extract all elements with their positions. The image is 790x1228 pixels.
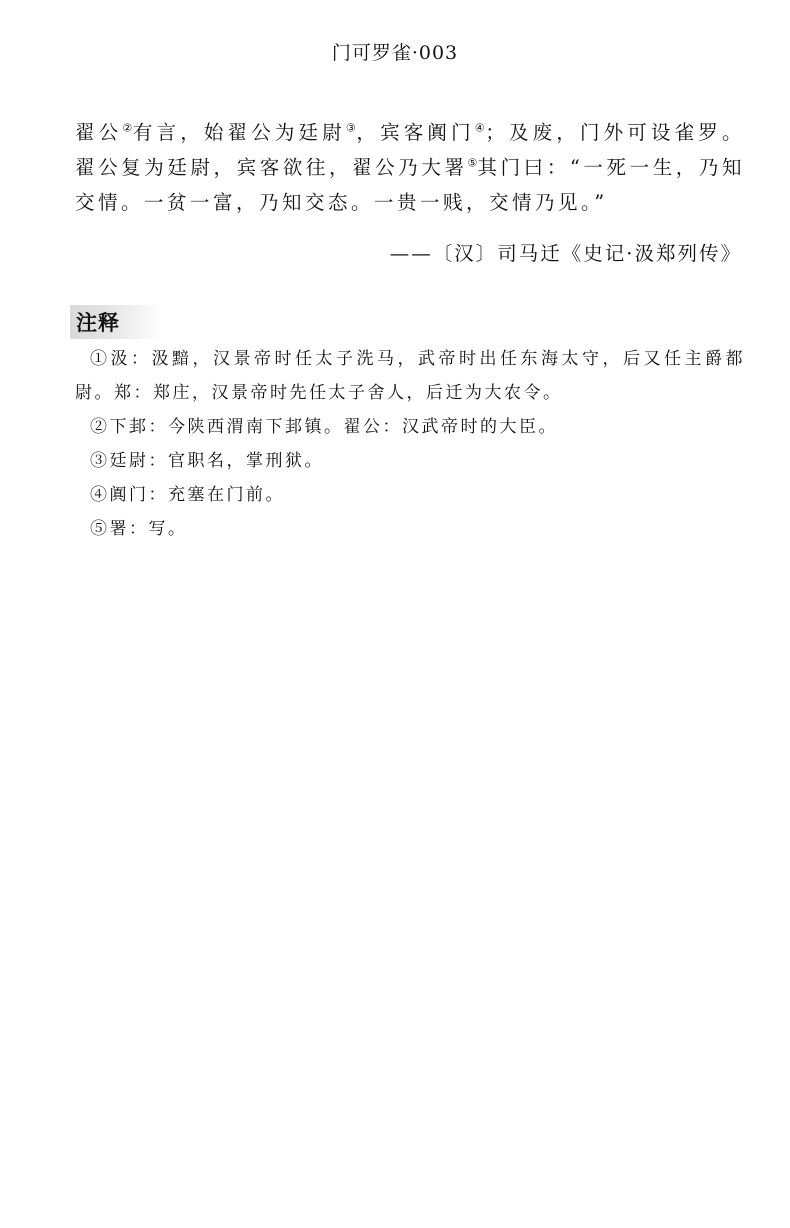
notes-list bbox=[75, 342, 745, 546]
note-3: ③廷尉：官职名，掌刑狱。 bbox=[90, 451, 324, 471]
running-head: 门可罗雀·003 bbox=[331, 42, 459, 64]
passage-text: ；及废，门外可设雀罗。翟公复为廷尉，宾客欲往，翟公乃大署 bbox=[75, 121, 745, 179]
note-4: ④阗门：充塞在门前。 bbox=[90, 485, 285, 505]
note-2: ②下邽：今陕西渭南下邽镇。翟公：汉武帝时的大臣。 bbox=[90, 417, 558, 437]
quoted-passage bbox=[75, 115, 745, 220]
passage-text: 其门曰：“一死一生，乃知交情。一贫一富，乃知交态。一贵一贱，交情乃见。” bbox=[75, 156, 745, 214]
footnote-marker-5: ⑤ bbox=[467, 156, 478, 170]
footnote-marker-3: ③ bbox=[345, 121, 357, 135]
notes-heading: 注释 bbox=[70, 305, 164, 339]
note-1: ①汲：汲黯，汉景帝时任太子洗马，武帝时出任东海太守，后又任主爵都尉。郑：郑庄，汉景帝时先任太子舍人，后迁为大农令。 bbox=[75, 349, 745, 403]
note-5: ⑤署：写。 bbox=[90, 519, 188, 539]
passage-text: ，宾客阗门 bbox=[356, 121, 475, 144]
passage-text: 翟公 bbox=[75, 121, 123, 144]
footnote-marker-4: ④ bbox=[474, 121, 486, 135]
footnote-marker-2: ② bbox=[122, 121, 133, 135]
passage-text: 有言，始翟公为廷尉 bbox=[132, 121, 346, 144]
source-attribution: ——〔汉〕司马迁《史记·汲郑列传》 bbox=[389, 242, 742, 265]
